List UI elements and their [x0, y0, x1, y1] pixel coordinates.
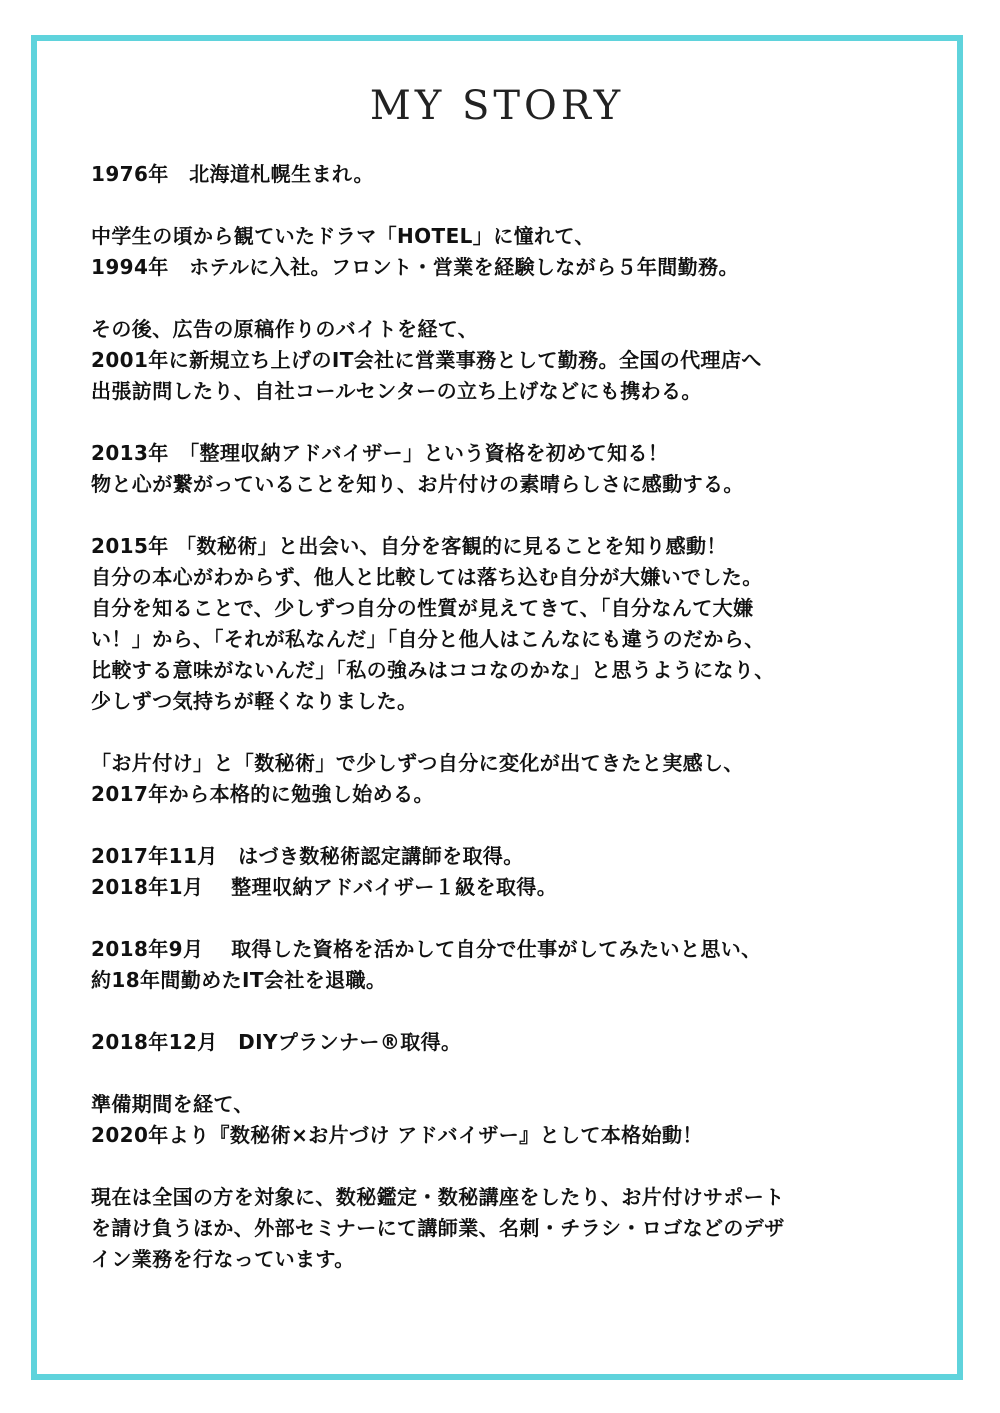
- story-line: 少しずつ気持ちが軽くなりました。: [91, 689, 418, 713]
- story-paragraph: [91, 748, 931, 810]
- story-line: その後、広告の原稿作りのバイトを経て、: [91, 317, 479, 341]
- story-body: [91, 159, 931, 1306]
- story-line: 出張訪問したり、自社コールセンターの立ち上げなどにも携わる。: [91, 379, 702, 403]
- story-paragraph: [91, 1027, 931, 1058]
- story-line: 2018年1月 整理収納アドバイザー１級を取得。: [91, 875, 558, 899]
- story-line: 現在は全国の方を対象に、数秘鑑定・数秘講座をしたり、お片付けサポート: [91, 1185, 785, 1209]
- story-paragraph: [91, 1182, 931, 1275]
- story-paragraph: [91, 438, 931, 500]
- story-line: 中学生の頃から観ていたドラマ「HOTEL」に憧れて、: [91, 224, 595, 248]
- story-line: 物と心が繋がっていることを知り、お片付けの素晴らしさに感動する。: [91, 472, 744, 496]
- story-line: 2015年 「数秘術」と出会い、自分を客観的に見ることを知り感動！: [91, 534, 727, 558]
- story-line: 「お片付け」と「数秘術」で少しずつ自分に変化が出てきたと実感し、: [91, 751, 744, 775]
- story-line: 2017年から本格的に勉強し始める。: [91, 782, 434, 806]
- story-line: を請け負うほか、外部セミナーにて講師業、名刺・チラシ・ロゴなどのデザ: [91, 1216, 785, 1240]
- story-paragraph: [91, 934, 931, 996]
- story-frame: [31, 35, 963, 1380]
- story-paragraph: [91, 1089, 931, 1151]
- story-line: 自分の本心がわからず、他人と比較しては落ち込む自分が大嫌いでした。: [91, 565, 763, 589]
- story-line: 2018年9月 取得した資格を活かして自分で仕事がしてみたいと思い、: [91, 937, 762, 961]
- story-paragraph: [91, 314, 931, 407]
- story-line: 2020年より『数秘術×お片づけ アドバイザー』として本格始動！: [91, 1123, 703, 1147]
- story-line: 2017年11月 はづき数秘術認定講師を取得。: [91, 844, 524, 868]
- story-paragraph: [91, 221, 931, 283]
- story-line: 比較する意味がないんだ」「私の強みはココなのかな」と思うようになり、: [91, 658, 775, 682]
- story-line: 2013年 「整理収納アドバイザー」という資格を初めて知る！: [91, 441, 669, 465]
- story-line: 2018年12月 DIYプランナー®取得。: [91, 1030, 462, 1054]
- story-paragraph: [91, 159, 931, 190]
- story-line: 2001年に新規立ち上げのIT会社に営業事務として勤務。全国の代理店へ: [91, 348, 762, 372]
- story-line: 約18年間勤めたIT会社を退職。: [91, 968, 387, 992]
- story-line: 1994年 ホテルに入社。フロント・営業を経験しながら５年間勤務。: [91, 255, 739, 279]
- story-line: い！」から、「それが私なんだ」「自分と他人はこんなにも違うのだから、: [91, 627, 765, 651]
- story-line: イン業務を行なっています。: [91, 1247, 355, 1271]
- story-paragraph: [91, 531, 931, 717]
- story-line: 1976年 北海道札幌生まれ。: [91, 162, 374, 186]
- story-line: 準備期間を経て、: [91, 1092, 254, 1116]
- story-line: 自分を知ることで、少しずつ自分の性質が見えてきて、「自分なんて大嫌: [91, 596, 754, 620]
- story-paragraph: [91, 841, 931, 903]
- page-title: MY STORY: [369, 83, 625, 129]
